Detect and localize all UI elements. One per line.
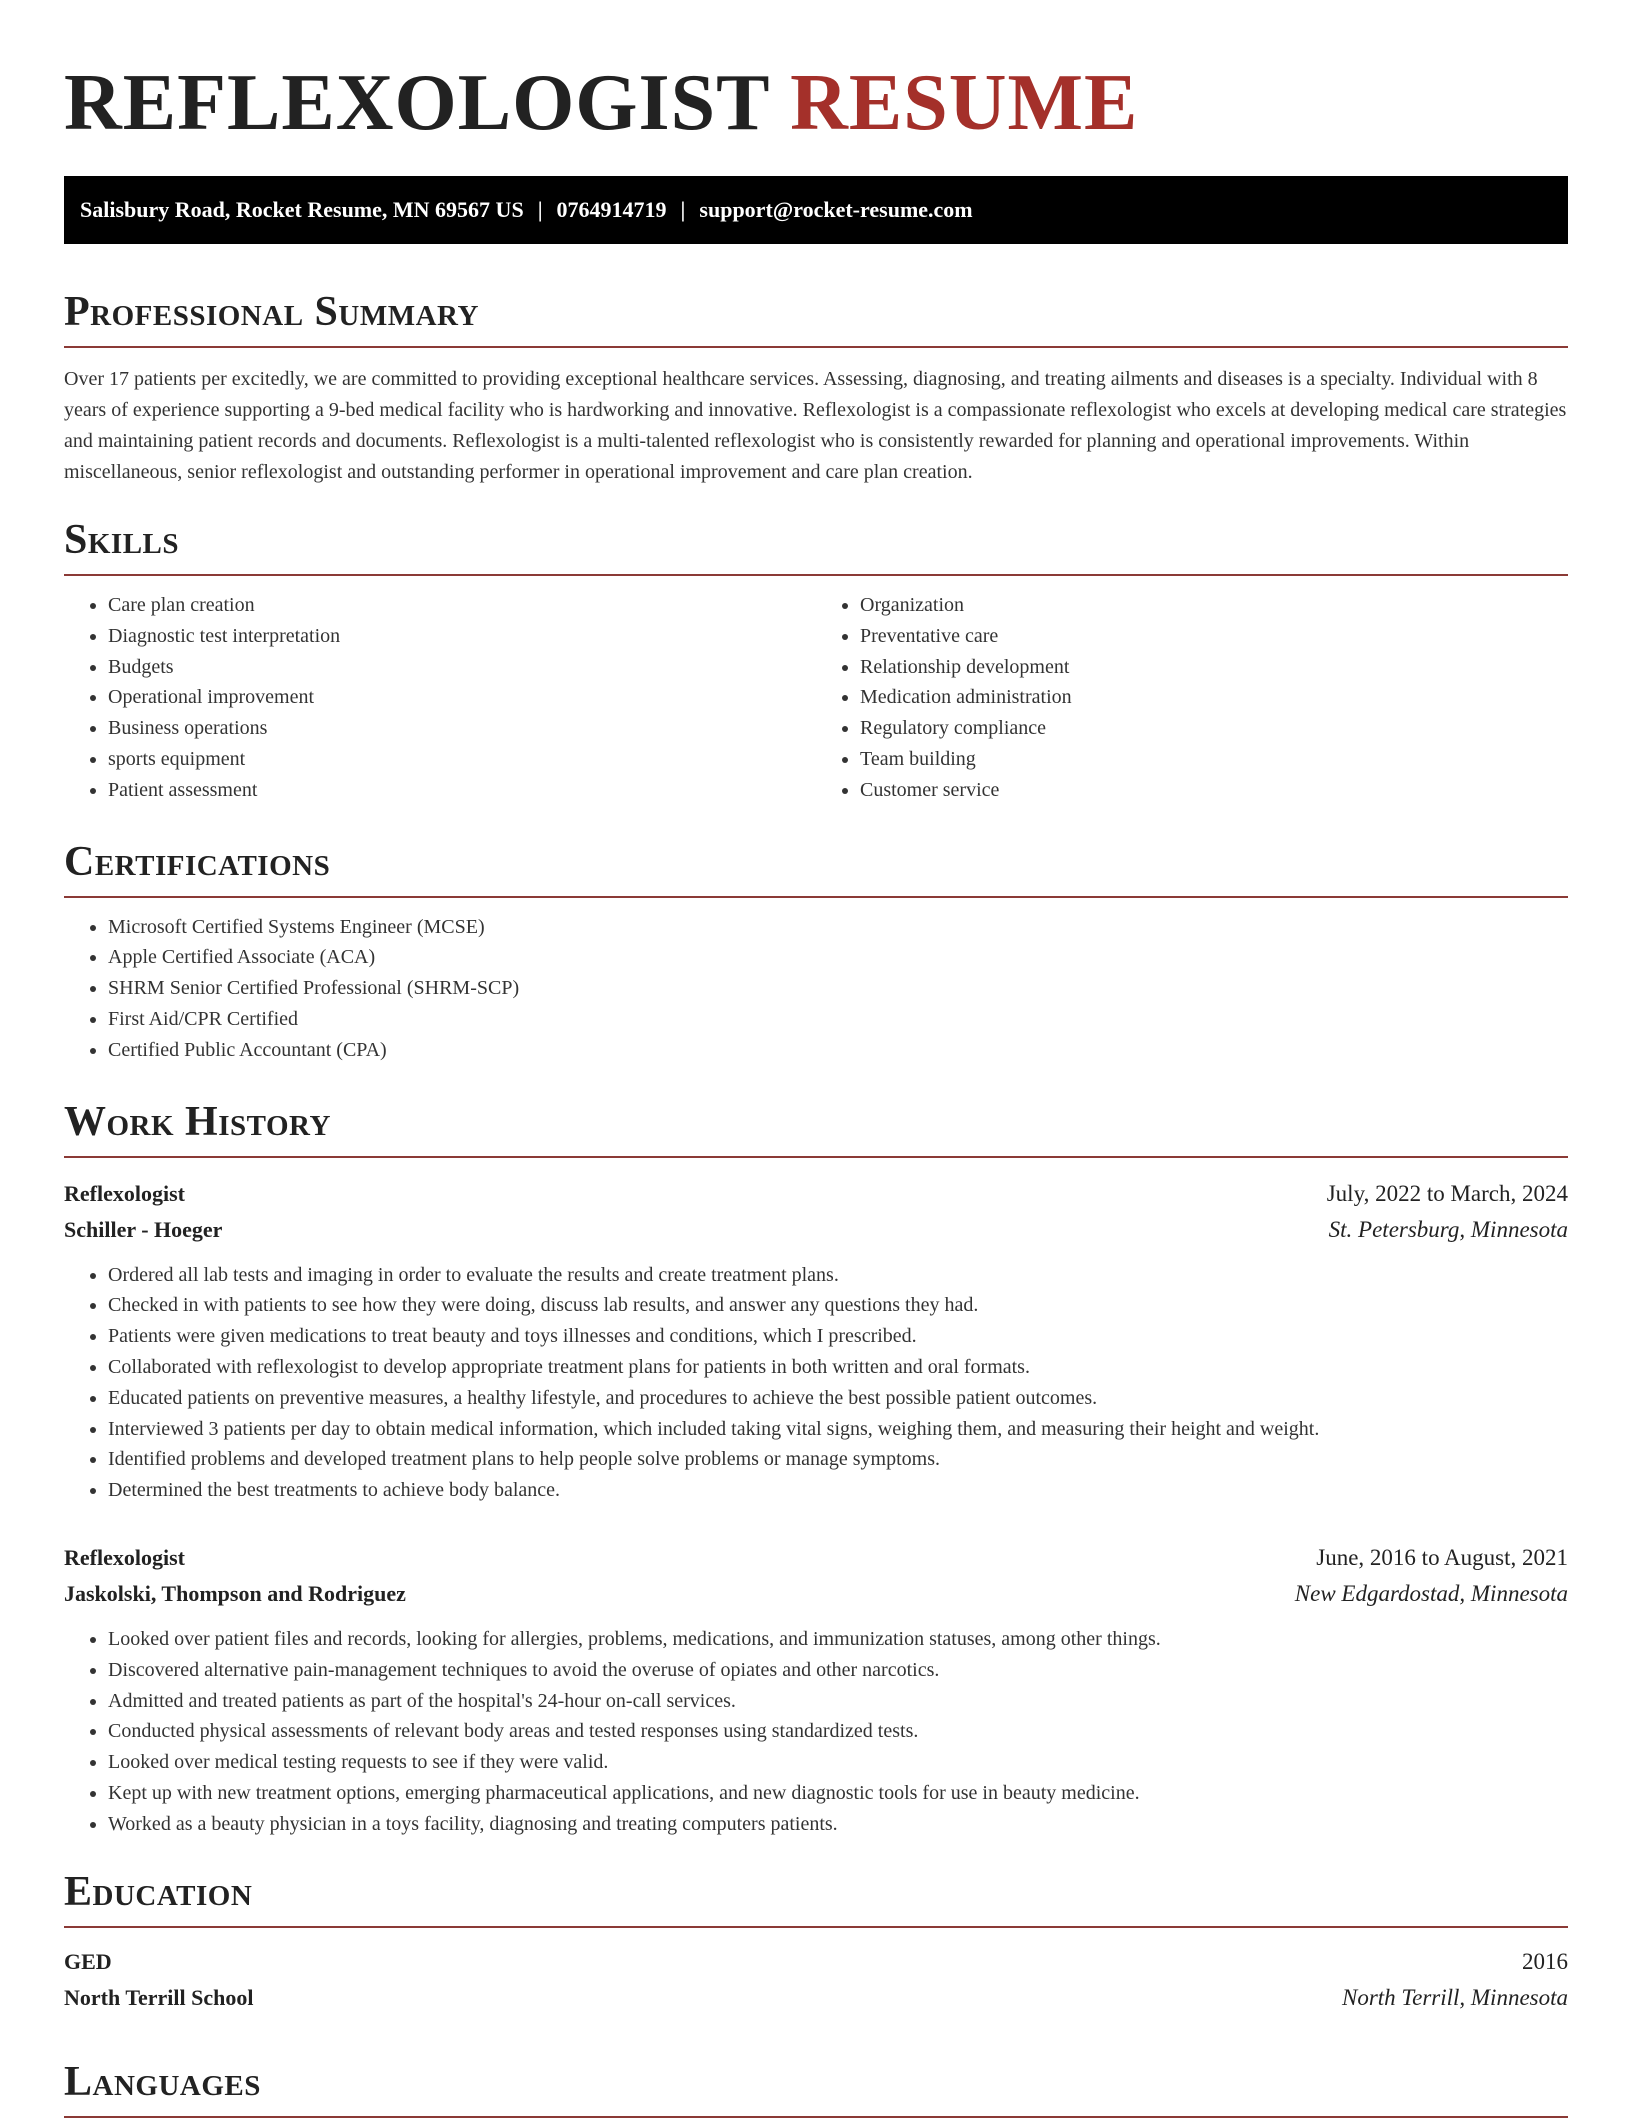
skills-column-right [816, 590, 1568, 806]
skills-section [64, 514, 1568, 806]
certification-item: • First Aid/CPR Certified [108, 1004, 1568, 1035]
job-duty-item: • Educated patients on preventive measures, a healthy lifestyle, and procedures to achieve the best possible patient outcomes. [108, 1383, 1568, 1414]
job-duty-item: • Collaborated with reflexologist to develop appropriate treatment plans for patients in both written and oral formats. [108, 1352, 1568, 1383]
job-duty-item: • Admitted and treated patients as part of the hospital's 24-hour on-call services. [108, 1686, 1568, 1717]
job-header-row [64, 1540, 1568, 1576]
job-duty-item: • Looked over medical testing requests to see if they were valid. [108, 1747, 1568, 1778]
title-main: REFLEXOLOGIST [64, 59, 770, 147]
professional-summary-section [64, 286, 1568, 488]
contact-phone: 0764914719 [556, 197, 667, 222]
skill-item: • Care plan creation [108, 590, 816, 621]
section-heading-languages: Languages [64, 2056, 1568, 2118]
title-accent: RESUME [790, 59, 1139, 147]
job-duties-list [64, 1624, 1568, 1840]
skill-item: • Budgets [108, 652, 816, 683]
education-year: 2016 [1522, 1948, 1568, 1974]
job-location: New Edgardostad, Minnesota [1294, 1580, 1568, 1606]
job-location: St. Petersburg, Minnesota [1328, 1216, 1568, 1242]
job-dates: July, 2022 to March, 2024 [1326, 1180, 1568, 1206]
certification-item: • Certified Public Accountant (CPA) [108, 1035, 1568, 1066]
skill-item: • Operational improvement [108, 682, 816, 713]
job-duty-item: • Interviewed 3 patients per day to obtain medical information, which included taking vital signs, weighing them, and measuring their height and weight. [108, 1414, 1568, 1445]
education-degree: GED [64, 1948, 112, 1974]
skill-item: • Preventative care [860, 621, 1568, 652]
education-section [64, 1866, 1568, 2016]
skill-item: • Relationship development [860, 652, 1568, 683]
job-duty-item: • Looked over patient files and records, looking for allergies, problems, medications, and immunization statuses, among other things. [108, 1624, 1568, 1655]
job-company: Schiller - Hoeger [64, 1216, 223, 1242]
skill-item: • Medication administration [860, 682, 1568, 713]
job-dates: June, 2016 to August, 2021 [1316, 1544, 1568, 1570]
certification-item: • Apple Certified Associate (ACA) [108, 942, 1568, 973]
job-duty-item: • Checked in with patients to see how they were doing, discuss lab results, and answer any questions they had. [108, 1290, 1568, 1321]
job-title: Reflexologist [64, 1180, 185, 1206]
contact-separator: | [680, 197, 686, 222]
job-company: Jaskolski, Thompson and Rodriguez [64, 1580, 406, 1606]
languages-section [64, 2056, 1568, 2118]
job-duty-item: • Worked as a beauty physician in a toys facility, diagnosing and treating computers patients. [108, 1809, 1568, 1840]
skills-columns [64, 590, 1568, 806]
skill-item: • Diagnostic test interpretation [108, 621, 816, 652]
certifications-list [64, 912, 1568, 1066]
job-company-row [64, 1212, 1568, 1248]
job-duty-item: • Kept up with new treatment options, emerging pharmaceutical applications, and new diagnostic tools for use in beauty medicine. [108, 1778, 1568, 1809]
skills-list-left [64, 590, 816, 806]
skill-item: • Organization [860, 590, 1568, 621]
contact-separator: | [537, 197, 543, 222]
skills-list-right [816, 590, 1568, 806]
job-header-row [64, 1176, 1568, 1212]
section-heading-certifications: Certifications [64, 836, 1568, 898]
skill-item: • sports equipment [108, 744, 816, 775]
work-history-section [64, 1096, 1568, 1840]
education-school-row [64, 1980, 1568, 2016]
skill-item: • Patient assessment [108, 775, 816, 806]
job-duty-item: • Patients were given medications to treat beauty and toys illnesses and conditions, which I prescribed. [108, 1321, 1568, 1352]
section-heading-skills: Skills [64, 514, 1568, 576]
education-school: North Terrill School [64, 1984, 254, 2010]
job-entry [64, 1540, 1568, 1840]
section-heading-education: Education [64, 1866, 1568, 1928]
job-duty-item: • Identified problems and developed treatment plans to help people solve problems or manage symptoms. [108, 1444, 1568, 1475]
contact-bar [64, 176, 1568, 244]
resume-title [64, 0, 1568, 148]
job-duties-list [64, 1260, 1568, 1506]
section-heading-work-history: Work History [64, 1096, 1568, 1158]
skill-item: • Business operations [108, 713, 816, 744]
job-duty-item: • Discovered alternative pain-management techniques to avoid the overuse of opiates and other narcotics. [108, 1655, 1568, 1686]
skill-item: • Regulatory compliance [860, 713, 1568, 744]
education-entry [64, 1944, 1568, 2016]
job-title: Reflexologist [64, 1544, 185, 1570]
certification-item: • SHRM Senior Certified Professional (SHRM-SCP) [108, 973, 1568, 1004]
certification-item: • Microsoft Certified Systems Engineer (MCSE) [108, 912, 1568, 943]
section-heading-summary: Professional Summary [64, 286, 1568, 348]
contact-address: Salisbury Road, Rocket Resume, MN 69567 US [80, 197, 524, 222]
skills-column-left [64, 590, 816, 806]
job-entry [64, 1176, 1568, 1506]
skill-item: • Team building [860, 744, 1568, 775]
certifications-section [64, 836, 1568, 1066]
summary-text: Over 17 patients per excitedly, we are committed to providing exceptional healthcare services. Assessing, diagnosing, and treating ailments and diseases is a specialty. Individual with 8 years of experience supporting a 9-bed medical facility who is hardworking and innovative. Reflexologist is a compassionate reflexologist who excels at developing medical care strategies and maintaining patient records and documents. Reflexologist is a multi-talented reflexologist who is consistently rewarded for planning and operational improvements. Within miscellaneous, senior reflexologist and outstanding performer in operational improvement and care plan creation. [64, 368, 1567, 483]
job-duty-item: • Determined the best treatments to achieve body balance. [108, 1475, 1568, 1506]
job-duty-item: • Ordered all lab tests and imaging in order to evaluate the results and create treatment plans. [108, 1260, 1568, 1291]
job-company-row [64, 1576, 1568, 1612]
skill-item: • Customer service [860, 775, 1568, 806]
job-duty-item: • Conducted physical assessments of relevant body areas and tested responses using standardized tests. [108, 1716, 1568, 1747]
contact-email: support@rocket-resume.com [699, 197, 973, 222]
education-location: North Terrill, Minnesota [1342, 1984, 1568, 2010]
education-degree-row [64, 1944, 1568, 1980]
